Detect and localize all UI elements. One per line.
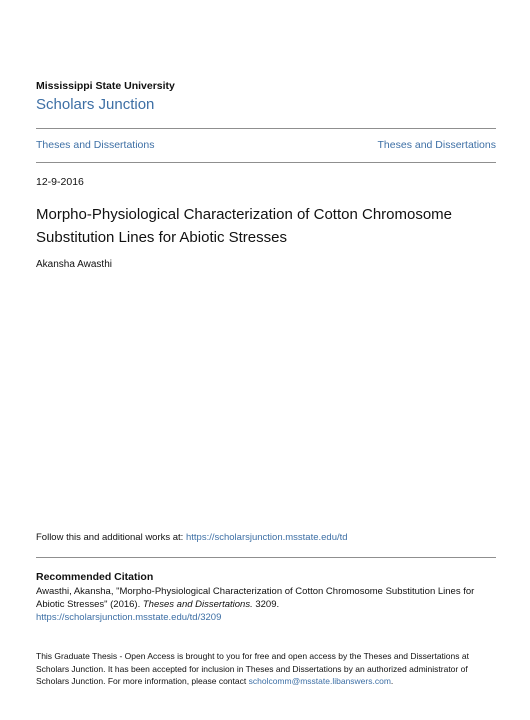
publication-date: 12-9-2016 (36, 176, 84, 188)
citation-series: Theses and Dissertations. (142, 599, 253, 610)
divider-citation (36, 557, 496, 558)
divider-top (36, 128, 496, 129)
citation-body (36, 585, 498, 624)
contact-email-link[interactable]: scholcomm@msstate.libanswers.com (248, 676, 391, 686)
citation-heading: Recommended Citation (36, 571, 154, 583)
follow-label: Follow this and additional works at: (36, 532, 186, 543)
collection-link-left[interactable]: Theses and Dissertations (36, 139, 155, 151)
divider-collection (36, 162, 496, 163)
author-name: Akansha Awasthi (36, 259, 112, 270)
access-notice-end: . (390, 676, 394, 686)
citation-url-link[interactable]: https://scholarsjunction.msstate.edu/td/3209 (36, 612, 222, 623)
follow-url-link[interactable]: https://scholarsjunction.msstate.edu/td (185, 532, 348, 543)
access-notice (36, 650, 498, 688)
citation-number: 3209. (252, 599, 280, 610)
citation-text: Awasthi, Akansha, "Morpho-Physiological Characterization of Cotton Chromosome Substitution Lines for Abiotic Stresses" (2016). (36, 586, 475, 610)
document-title: Morpho-Physiological Characterization of Cotton Chromosome Substitution Lines for Abiotic Stresses (36, 206, 453, 246)
collection-link-right[interactable]: Theses and Dissertations (377, 139, 496, 151)
institution-name: Mississippi State University (36, 80, 175, 92)
follow-line (36, 532, 348, 543)
site-name-link[interactable]: Scholars Junction (36, 96, 155, 113)
access-notice-text: This Graduate Thesis - Open Access is brought to you for free and open access by the Theses and Dissertations at Scholars Junction. It has been accepted for inclusion in Theses and Dissertations by an authorized administrator of Scholars Junction. For more information, please contact (36, 651, 469, 686)
